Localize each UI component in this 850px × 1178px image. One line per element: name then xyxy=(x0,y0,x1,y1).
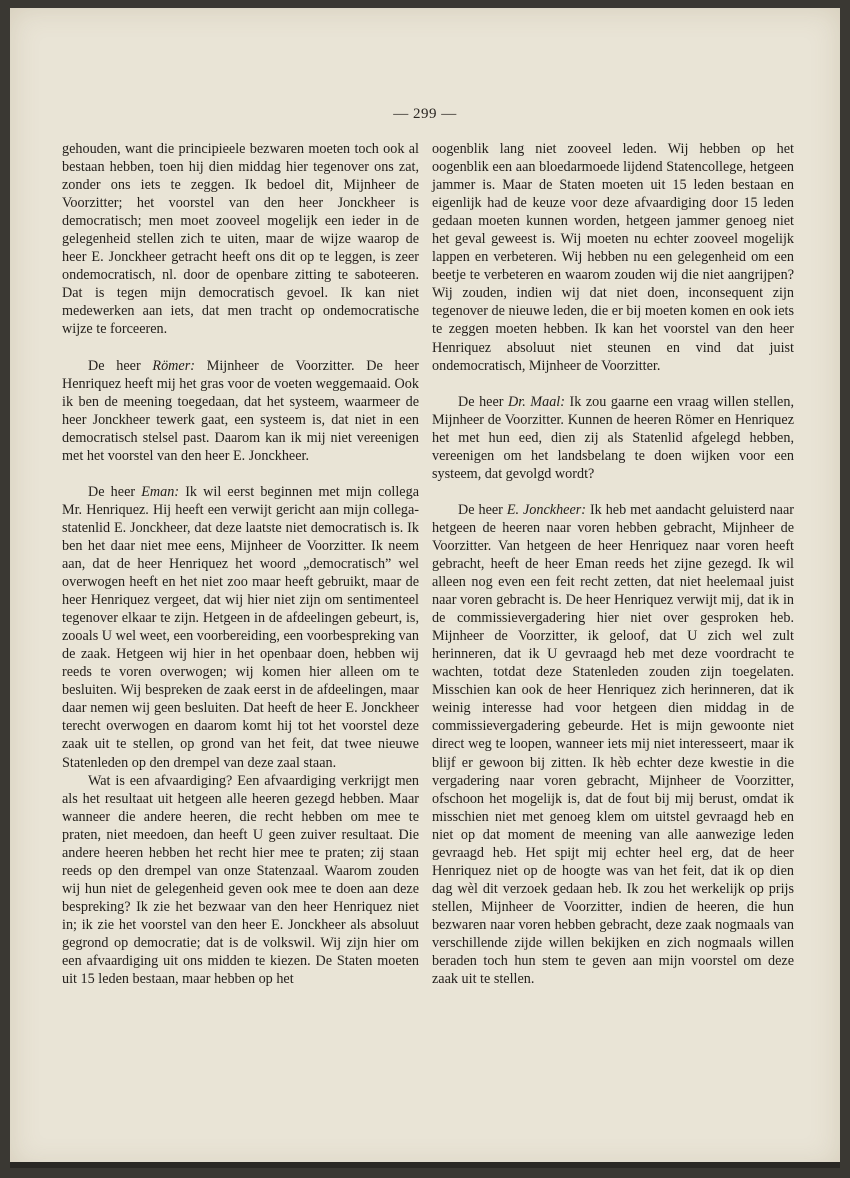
speaker-name: E. Jonckheer: xyxy=(506,501,587,518)
left-column xyxy=(62,140,419,988)
speech-prefix: De heer xyxy=(458,393,509,410)
speech-text: Ik heb met aandacht geluisterd naar hetgeen de heeren naar voren hebben gebracht, Mijnheer de Voorzitter. Van hetgeen de heer Henriquez naar voren heeft gebracht, heeft de heer Eman reeds het zijne gezegd. Ik wil alleen nog even een feit recht zetten, dat niet heelemaal juist naar voren gebracht is. De heer Henriquez verwijt mij, dat ik in de commissievergadering hier niet over gesproken heb. Mijnheer de Voorzitter, ik geloof, dat U zich wel zult herinneren, dat ik U gevraagd heb met deze voordracht te wachten, totdat deze Statenleden zouden zijn toegelaten. Misschien kan ook de heer Henriquez zich herinneren, dat ik weinig interesse had voor hetgeen dien middag in de commissievergadering gebeurde. Het is mijn gewoonte niet direct weg te loopen, wanneer iets mij niet interesseert, maar ik blijf er gewoon bij zitten. Ik hèb echter deze kwestie in die vergadering naar voren gebracht, Mijnheer de Voorzitter, ofschoon het mogelijk is, dat de fout bij mij berust, omdat ik misschien niet met genoeg klem om uitstel gevraagd heb en niet op dat moment de meening van alle aanwezige leden gevraagd heb. Het spijt mij echter heel erg, dat de heer Henriquez niet op de hoogte was van het feit, dat ik op dien dag wèl dit verzoek gedaan heb. Ik zou het werkelijk op prijs stellen, Mijnheer de Voorzitter, indien de heeren, die hun bezwaren naar voren hebben gebracht, deze zaak nogmaals van verschillende zijde willen bekijken en zich nogmaals willen beraden toch hun stem te geven aan mijn voorstel om deze zaak uit te stellen. xyxy=(432,501,794,988)
speech-eman xyxy=(62,483,419,772)
speech-prefix: De heer xyxy=(458,501,507,518)
speaker-name: Römer: xyxy=(152,357,195,374)
speech-text: Ik zou gaarne een vraag willen stellen, Mijnheer de Voorzitter. Kunnen de heeren Römer en Henriquez het met hun eed, dien zij als Statenlid afgelegd hebben, vereenigen om het landsbelang te doen wijken voor een systeem, dat gevolgd wordt? xyxy=(432,393,794,482)
page-number: — 299 — xyxy=(393,106,457,122)
speaker-name: Eman: xyxy=(141,483,180,500)
document-page xyxy=(10,8,840,1168)
speech-romer xyxy=(62,357,419,465)
right-column xyxy=(432,140,794,988)
speech-prefix: De heer xyxy=(88,357,153,374)
page-edge-shadow xyxy=(10,1162,840,1168)
paragraph: oogenblik lang niet zooveel leden. Wij hebben op het oogenblik een aan bloedarmoede lijdend Statencollege, hetgeen jammer is. Maar de Staten moeten uit 15 leden bestaan en eigenlijk had de keuze voor deze afvaardiging door 15 leden gedaan moeten kunnen worden, hetgeen jammer genoeg niet het geval geweest is. Wij moeten nu echter zooveel mogelijk lappen en verbeteren. Wij hebben nu een gelegenheid om een beetje te verbeteren en waarom zouden wij die niet aangrijpen? Wij zouden, indien wij dat niet doen, inconsequent zijn tegenover de nieuwe leden, die er bij moeten komen en ook iets te zeggen moeten hebben. Ik kan het voorstel van den heer Henriquez absoluut niet steunen en vind dat juist ondemocratisch, Mijnheer de Voorzitter. xyxy=(432,141,794,374)
paragraph: gehouden, want die principieele bezwaren moeten toch ook al bestaan hebben, toen hij dien middag hier tegenover ons zat, zonder ons iets te zeggen. Ik bedoel dit, Mijnheer de Voorzitter; het voorstel van den heer Jonckheer is democratisch; men moet zooveel mogelijk een ieder in de gelegenheid stellen zich te uiten, maar de wijze waarop de heer E. Jonckheer getracht heeft ons dit op te leggen, is zeer ondemocratisch, nl. door de openbare zitting te saboteeren. Dat is tegen mijn democratisch gevoel. Ik kan niet medewerken aan iets, dat men tracht op ondemocratische wijze te forceeren. xyxy=(62,141,419,338)
speech-text: Mijnheer de Voorzitter. De heer Henriquez heeft mij het gras voor de voeten weggemaaid. Ook ik ben de meening toegedaan, dat het systeem, waarmeer de heer Jonckheer tewerk gaat, een systeem is, dat niet in een democratisch stelsel past. Daarom kan ik mij niet vereenigen met het voorstel van den heer E. Jonckheer. xyxy=(62,357,419,464)
paragraph: Wat is een afvaardiging? Een afvaardiging verkrijgt men als het resultaat uit hetgeen alle heeren gezegd hebben. Maar wanneer die andere heeren, die recht hebben om mee te praten, niet meedoen, dan heeft U geen zuiver resultaat. Die andere heeren hebben het recht hier mee te praten; zij staan reeds op den drempel van onze Statenzaal. Waarom zouden wij hun niet de gelegenheid geven ook mee te doen aan deze bespreking? Ik zie het bezwaar van den heer Henriquez niet in; ik zie het voorstel van den heer E. Jonckheer als absoluut gegrond op democratie; dat is de volkswil. Wij zijn hier om een afvaardiging uit ons midden te kiezen. De Staten moeten uit 15 leden bestaan, maar hebben op het xyxy=(62,772,419,988)
speech-prefix: De heer xyxy=(88,483,142,500)
speech-jonckheer xyxy=(432,501,794,988)
speech-text: Ik wil eerst beginnen met mijn collega Mr. Henriquez. Hij heeft een verwijt gericht aan mijn collega-statenlid E. Jonckheer, dat deze laatste niet democratisch is. Ik ben het daar niet mee eens, Mijnheer de Voorzitter. Ik neem aan, dat de heer Henriquez het woord „democratisch” wel overwogen heeft en het niet zoo maar heeft gebruikt, maar de heer Henriquez vergeet, dat wij hier niet zijn om sentimenteel tegenover elkaar te zijn. Hetgeen in de afdeelingen gebeurt, is, zooals U wel weet, een voorbereiding, een voorbespreking van de zaak. Hetgeen wij hier in het openbaar doen, hebben wij reeds te voren overwogen; wij komen hier alleen om te besluiten. Wij bespreken de zaak eerst in de afdeelingen, maar daar nemen wij geen besluiten. Dat heeft de heer E. Jonckheer terecht overwogen en daarom komt hij tot het voorstel deze zaak uit te stellen, op grond van het feit, dat twee nieuwe Statenleden op den drempel van deze zaal staan. xyxy=(62,483,419,771)
speaker-name: Dr. Maal: xyxy=(508,393,565,410)
speech-maal xyxy=(432,393,794,483)
